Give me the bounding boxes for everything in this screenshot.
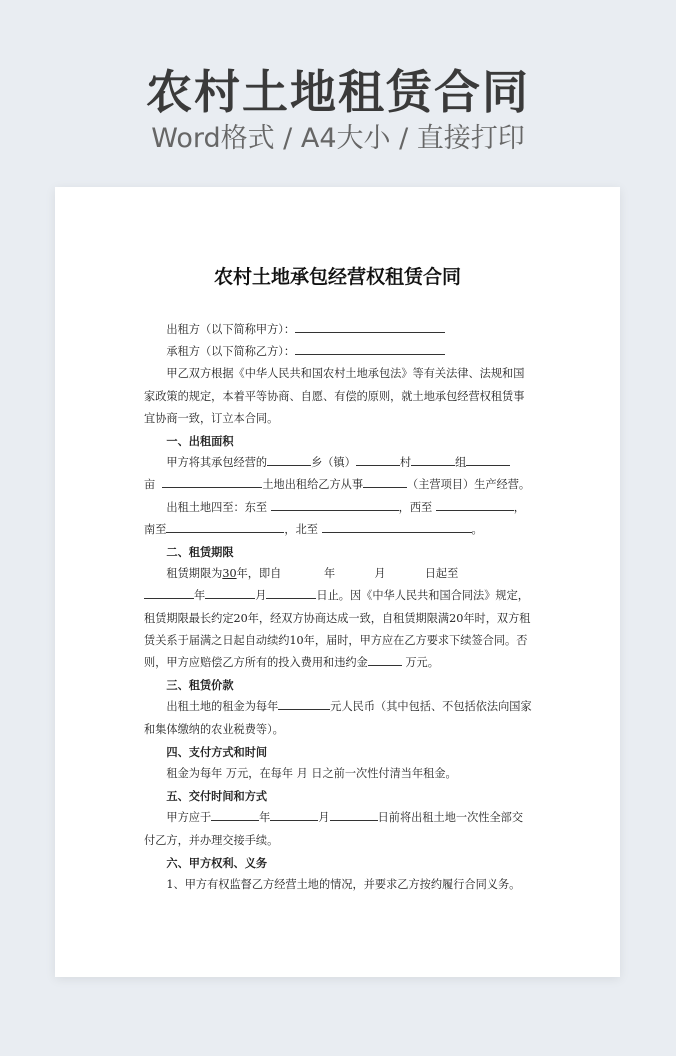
end-day-blank bbox=[266, 586, 316, 599]
banner-subtitle: Word格式 / A4大小 / 直接打印 bbox=[151, 123, 525, 154]
section-6-item-1: 1、甲方有权监督乙方经营土地的情况，并要求乙方按约履行合同义务。 bbox=[166, 878, 521, 892]
section-3-heading: 三、租赁价款 bbox=[166, 678, 234, 693]
rent-label: 出租土地的租金为每年 bbox=[166, 700, 279, 714]
document-page bbox=[55, 187, 620, 977]
s1-text-2: 乡（镇） bbox=[311, 456, 356, 470]
section-4-heading: 四、支付方式和时间 bbox=[166, 744, 268, 759]
west-blank bbox=[436, 498, 514, 511]
rent-text: 元人民币（其中包括、不包括依法向国家和集体缴纳的农业税费等）。 bbox=[144, 700, 532, 736]
lessee-line bbox=[144, 341, 534, 363]
renewal-end: 万元。 bbox=[405, 656, 439, 670]
lessee-blank bbox=[295, 342, 445, 355]
document-body bbox=[144, 319, 534, 896]
start-year: 年 bbox=[324, 567, 336, 581]
end-year-blank bbox=[144, 586, 194, 599]
west-label: ，西至 bbox=[398, 500, 433, 514]
s1-text-4: 组 bbox=[455, 456, 467, 470]
penalty-blank bbox=[368, 653, 402, 666]
section-1-boundaries bbox=[144, 497, 534, 541]
lessor-label: 出租方（以下简称甲方）： bbox=[166, 323, 296, 336]
delivery-text: 日前将出租土地一次性全部交付乙方，并办理交接手续。 bbox=[144, 811, 524, 847]
section-4-payment: 租金为每年 万元，在每年 月 日之前一次性付清当年租金。 bbox=[166, 767, 457, 781]
period-from: 年，即自 bbox=[236, 567, 282, 581]
group-blank bbox=[411, 453, 455, 466]
section-1-heading: 一、出租面积 bbox=[166, 434, 234, 449]
period-mark: 。 bbox=[471, 522, 483, 536]
s1-text-6: 土地出租给乙方从事 bbox=[262, 478, 364, 492]
township-blank bbox=[267, 453, 311, 466]
end-day: 日止。 bbox=[316, 589, 350, 603]
east-blank bbox=[271, 498, 399, 511]
s1-text-7: （主营项目）生产经营。 bbox=[407, 478, 531, 492]
section-2-heading: 二、租赁期限 bbox=[166, 545, 234, 560]
lessor-line bbox=[144, 319, 534, 341]
lessee-label: 承租方（以下简称乙方）： bbox=[166, 345, 296, 359]
lease-years: 30 bbox=[222, 567, 237, 581]
end-month: 月 bbox=[255, 589, 267, 603]
lessor-blank bbox=[295, 320, 445, 333]
section-3-price bbox=[144, 696, 534, 740]
document-title: 农村土地承包经营权租赁合同 bbox=[213, 266, 461, 288]
end-month-blank bbox=[205, 586, 255, 599]
section-1-area bbox=[144, 452, 534, 496]
north-blank bbox=[322, 520, 472, 533]
s1-text-3: 村 bbox=[399, 456, 412, 470]
south-blank bbox=[166, 520, 284, 533]
start-day: 日起至 bbox=[424, 567, 459, 581]
section-6-heading: 六、甲方权利、义务 bbox=[166, 855, 268, 870]
acre-blank bbox=[162, 475, 262, 488]
south-label: 南至 bbox=[144, 522, 167, 536]
delivery-month-blank bbox=[270, 808, 318, 821]
renewal-text: 因《中华人民共和国合同法》规定，租赁期限最长约定20年，经双方协商达成一致，自租赁期限满20年时，双方租赁关系于届满之日起自动续约10年，届时，甲方应在乙方要求下续签合同。否则，甲方应赔偿乙方所有的投入费用和违约金 bbox=[144, 589, 531, 670]
east-label: 出租土地四至：东至 bbox=[166, 500, 268, 514]
delivery-month: 月 bbox=[318, 811, 330, 825]
delivery-year-blank bbox=[211, 808, 259, 821]
period-label: 租赁期限为 bbox=[166, 567, 223, 581]
s1-text-5: 亩 bbox=[144, 478, 156, 492]
project-blank bbox=[363, 475, 407, 488]
section-5-delivery bbox=[144, 807, 534, 851]
section-5-heading: 五、交付时间和方式 bbox=[166, 789, 268, 804]
end-year: 年 bbox=[194, 589, 206, 603]
rent-blank bbox=[278, 697, 330, 710]
delivery-year: 年 bbox=[259, 811, 271, 825]
group-blank-2 bbox=[466, 453, 510, 466]
delivery-day-blank bbox=[330, 808, 378, 821]
north-label: ，北至 bbox=[284, 522, 318, 536]
intro-paragraph: 甲乙双方根据《中华人民共和国农村土地承包法》等有关法律、法规和国家政策的规定，本着平等协商、自愿、有偿的原则，就土地承包经营权租赁事宜协商一致，订立本合同。 bbox=[144, 367, 525, 425]
delivery-label: 甲方应于 bbox=[166, 811, 212, 825]
comma-mark: ， bbox=[513, 500, 525, 514]
s1-text-1: 甲方将其承包经营的 bbox=[166, 456, 268, 470]
banner-title: 农村土地租赁合同 bbox=[146, 65, 530, 119]
start-month: 月 bbox=[374, 567, 386, 581]
section-2-period bbox=[144, 563, 534, 674]
village-blank bbox=[356, 453, 400, 466]
